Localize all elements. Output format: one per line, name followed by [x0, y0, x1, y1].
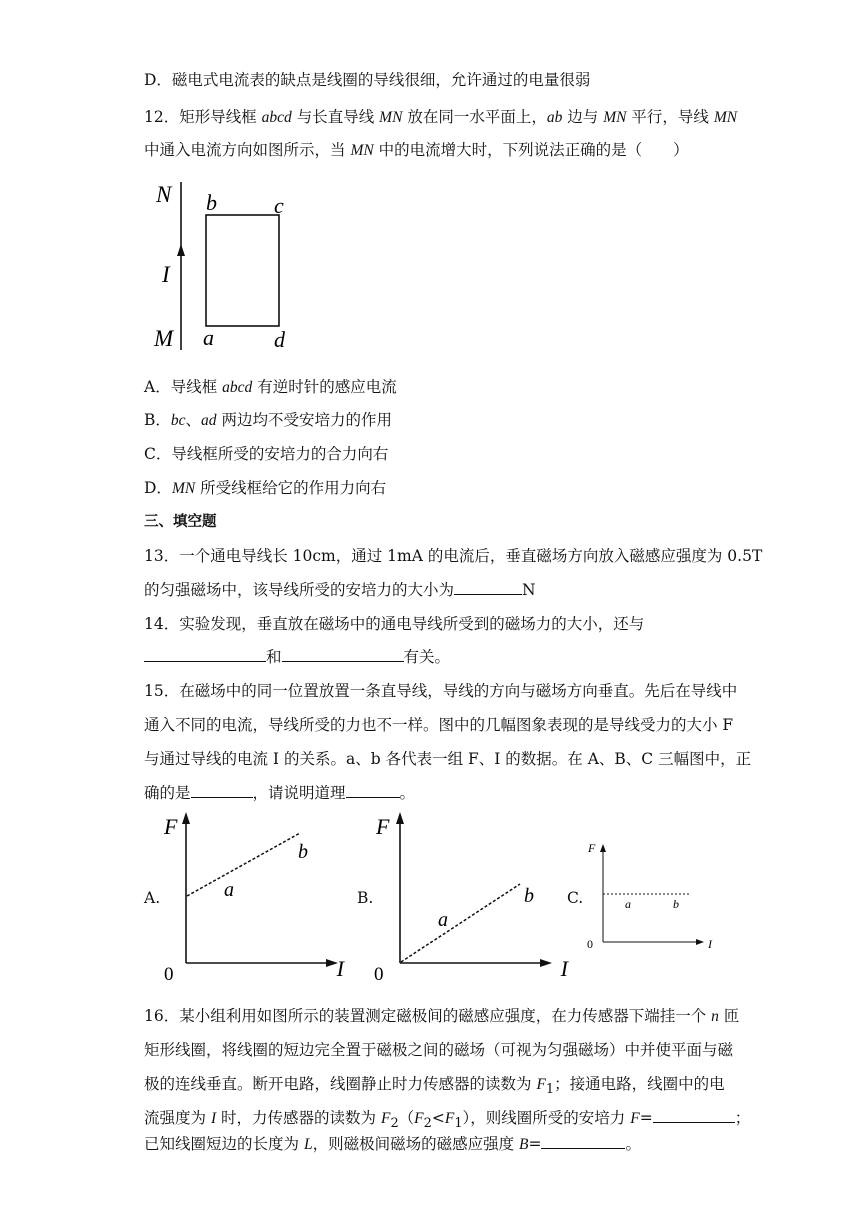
q12-text: 12．矩形导线框: [144, 108, 262, 126]
answer-blank[interactable]: [653, 1107, 735, 1123]
q12-var: MN: [603, 109, 627, 126]
q16-text: ；: [734, 1109, 751, 1127]
q14-line2: [144, 646, 450, 668]
q12-var: abcd: [261, 109, 292, 126]
q16-text: 已知线圈短边的长度为: [144, 1135, 304, 1153]
q12-text: 中的电流增大时，下列说法正确的是（ ）: [373, 141, 689, 159]
q16-line5: [144, 1133, 641, 1156]
q12-option-b: [144, 409, 392, 432]
answer-blank[interactable]: [454, 579, 522, 595]
q14-line1: 14．实验发现，垂直放在磁场中的通电导线所受到的磁场力的大小，还与: [144, 615, 645, 633]
q12-text: 与长直导线: [291, 108, 380, 126]
q16-text: 极的连线垂直。断开电路，线圈静止时力传感器的读数为: [144, 1075, 537, 1093]
opt-text: 有逆时针的感应电流: [252, 378, 397, 396]
q12-stem-line1: [144, 106, 737, 129]
y-arrow-icon: [396, 812, 404, 824]
label-n: N: [156, 182, 172, 207]
axis-f-label: F: [164, 814, 178, 839]
q16-var: L: [303, 1136, 313, 1153]
graph-a: [158, 808, 348, 983]
q12-text: 平行，导线: [626, 108, 714, 126]
rectangular-loop: [206, 215, 279, 326]
axis-f-label: F: [376, 814, 390, 839]
origin-label: 0: [587, 937, 593, 951]
q16-line3: [144, 1073, 725, 1101]
point-b-label: b: [673, 897, 679, 911]
q16-line1: [144, 1005, 739, 1028]
axis-f-label: F: [588, 841, 596, 855]
opt-var: bc: [170, 412, 186, 429]
q12-var: MN: [379, 109, 403, 126]
origin-label: 0: [374, 964, 384, 983]
graph-a-option: A.: [144, 889, 161, 907]
q12-option-a: [144, 376, 397, 399]
q16-text: 。: [625, 1135, 641, 1153]
q12-option-c: C．导线框所受的安培力的合力向右: [144, 445, 389, 463]
q16-text: ；接通电路，线圈中的电: [554, 1075, 725, 1093]
dashed-line: [401, 884, 520, 962]
q16-sub: 2: [423, 1116, 432, 1132]
q12-option-d: [144, 477, 386, 500]
q16-text: =: [528, 1135, 542, 1153]
q16-text: =: [639, 1109, 653, 1127]
graph-b-option: B.: [357, 889, 374, 907]
q12-var: ab: [546, 109, 563, 126]
opt-var: ad: [201, 412, 217, 429]
answer-blank[interactable]: [191, 782, 253, 798]
opt-text: 两边均不受安培力的作用: [216, 411, 392, 429]
q16-text: ），则线圈所受的安培力: [462, 1109, 631, 1127]
q16-text: （: [398, 1109, 415, 1127]
q11-option-d: D．磁电式电流表的缺点是线圈的导线很细，允许通过的电量很弱: [144, 71, 591, 89]
q16-var: F: [630, 1110, 640, 1127]
q16-var: F: [536, 1076, 546, 1093]
graph-c: [582, 836, 717, 956]
q12-text: 边与: [562, 108, 604, 126]
label-c: c: [274, 193, 284, 218]
q16-var: n: [711, 1008, 719, 1025]
dashed-line: [187, 833, 300, 896]
q16-sub: 1: [454, 1116, 463, 1132]
x-arrow-icon: [540, 959, 552, 967]
q16-var: I: [210, 1110, 217, 1127]
graph-c-option: C.: [567, 889, 584, 907]
label-i: I: [162, 262, 170, 287]
q16-sub: 1: [545, 1082, 555, 1098]
q15-line4: [144, 782, 415, 804]
current-arrow-icon: [177, 244, 185, 256]
opt-text: 、: [185, 411, 202, 429]
q15-line3: 与通过导线的电流 I 的关系。a、b 各代表一组 F、I 的数据。在 A、B、C 三幅图中，正: [144, 750, 752, 768]
q16-line2: 矩形线圈，将线圈的短边完全置于磁极之间的磁场（可视为匀强磁场）中并使平面与磁: [144, 1041, 734, 1059]
q13-line2: [144, 579, 536, 601]
q16-var: F: [380, 1110, 391, 1127]
point-a-label: a: [224, 879, 234, 901]
axis-i-label: I: [560, 956, 568, 981]
answer-blank[interactable]: [541, 1133, 625, 1149]
point-a-label: a: [625, 897, 631, 911]
answer-blank[interactable]: [144, 646, 266, 662]
q15-line2: 通入不同的电流，导线所受的力也不一样。图中的几幅图象表现的是导线受力的大小 F: [144, 716, 734, 734]
q15-line1: 15．在磁场中的同一位置放置一条直导线，导线的方向与磁场方向垂直。先后在导线中: [144, 682, 738, 700]
answer-blank[interactable]: [282, 646, 404, 662]
q15-text: 确的是: [144, 784, 191, 802]
q15-text: ，请说明道理: [252, 784, 346, 802]
q16-var: F: [414, 1110, 424, 1127]
q12-var: MN: [713, 109, 738, 126]
section-heading: 三、填空题: [144, 514, 217, 530]
q12-var: MN: [350, 142, 374, 159]
q16-var: B: [519, 1136, 529, 1153]
q16-text: <: [431, 1109, 445, 1127]
label-d: d: [274, 327, 285, 352]
q13-line1: 13．一个通电导线长 10cm，通过 1mA 的电流后，垂直磁场方向放入磁感应强度为 0.5T: [144, 547, 763, 565]
opt-var: abcd: [222, 379, 253, 396]
q16-text: 16．某小组利用如图所示的装置测定磁极间的磁感应强度，在力传感器下端挂一个: [144, 1007, 712, 1025]
q12-stem-line2: [144, 139, 689, 162]
q16-var: F: [444, 1110, 455, 1127]
q16-line4: [144, 1107, 750, 1135]
q16-text: 匝: [718, 1007, 740, 1025]
label-m: M: [154, 326, 174, 351]
point-b-label: b: [524, 885, 534, 907]
q16-text: 时，力传感器的读数为: [216, 1109, 381, 1127]
opt-var: MN: [171, 480, 196, 497]
x-arrow-icon: [696, 939, 704, 945]
q12-figure: [150, 178, 300, 358]
q14-text: 有关。: [403, 648, 451, 666]
origin-label: 0: [164, 964, 174, 983]
axis-i-label: I: [336, 956, 344, 981]
q12-text: 中通入电流方向如图所示，当: [144, 141, 351, 159]
opt-text: 所受线框给它的作用力向右: [195, 479, 387, 497]
opt-text: A．导线框: [144, 378, 223, 396]
opt-text: D．: [144, 479, 172, 497]
point-a-label: a: [438, 909, 448, 931]
y-arrow-icon: [600, 844, 606, 852]
answer-blank[interactable]: [346, 782, 400, 798]
label-a: a: [203, 325, 214, 350]
label-b: b: [206, 190, 217, 215]
y-arrow-icon: [182, 812, 190, 824]
q16-text: ，则磁极间磁场的磁感应强度: [312, 1135, 519, 1153]
q16-sub: 2: [390, 1116, 399, 1132]
q13-text: 的匀强磁场中，该导线所受的安培力的大小为: [144, 581, 455, 599]
q13-unit: N: [522, 581, 536, 599]
q14-text: 和: [266, 648, 282, 666]
q16-text: 流强度为: [144, 1109, 211, 1127]
axis-i-label: I: [708, 937, 712, 951]
q12-text: 放在同一水平面上，: [402, 108, 547, 126]
graph-b: [372, 808, 572, 983]
point-b-label: b: [298, 841, 308, 863]
opt-text: B．: [144, 411, 171, 429]
q15-text: 。: [399, 784, 416, 802]
